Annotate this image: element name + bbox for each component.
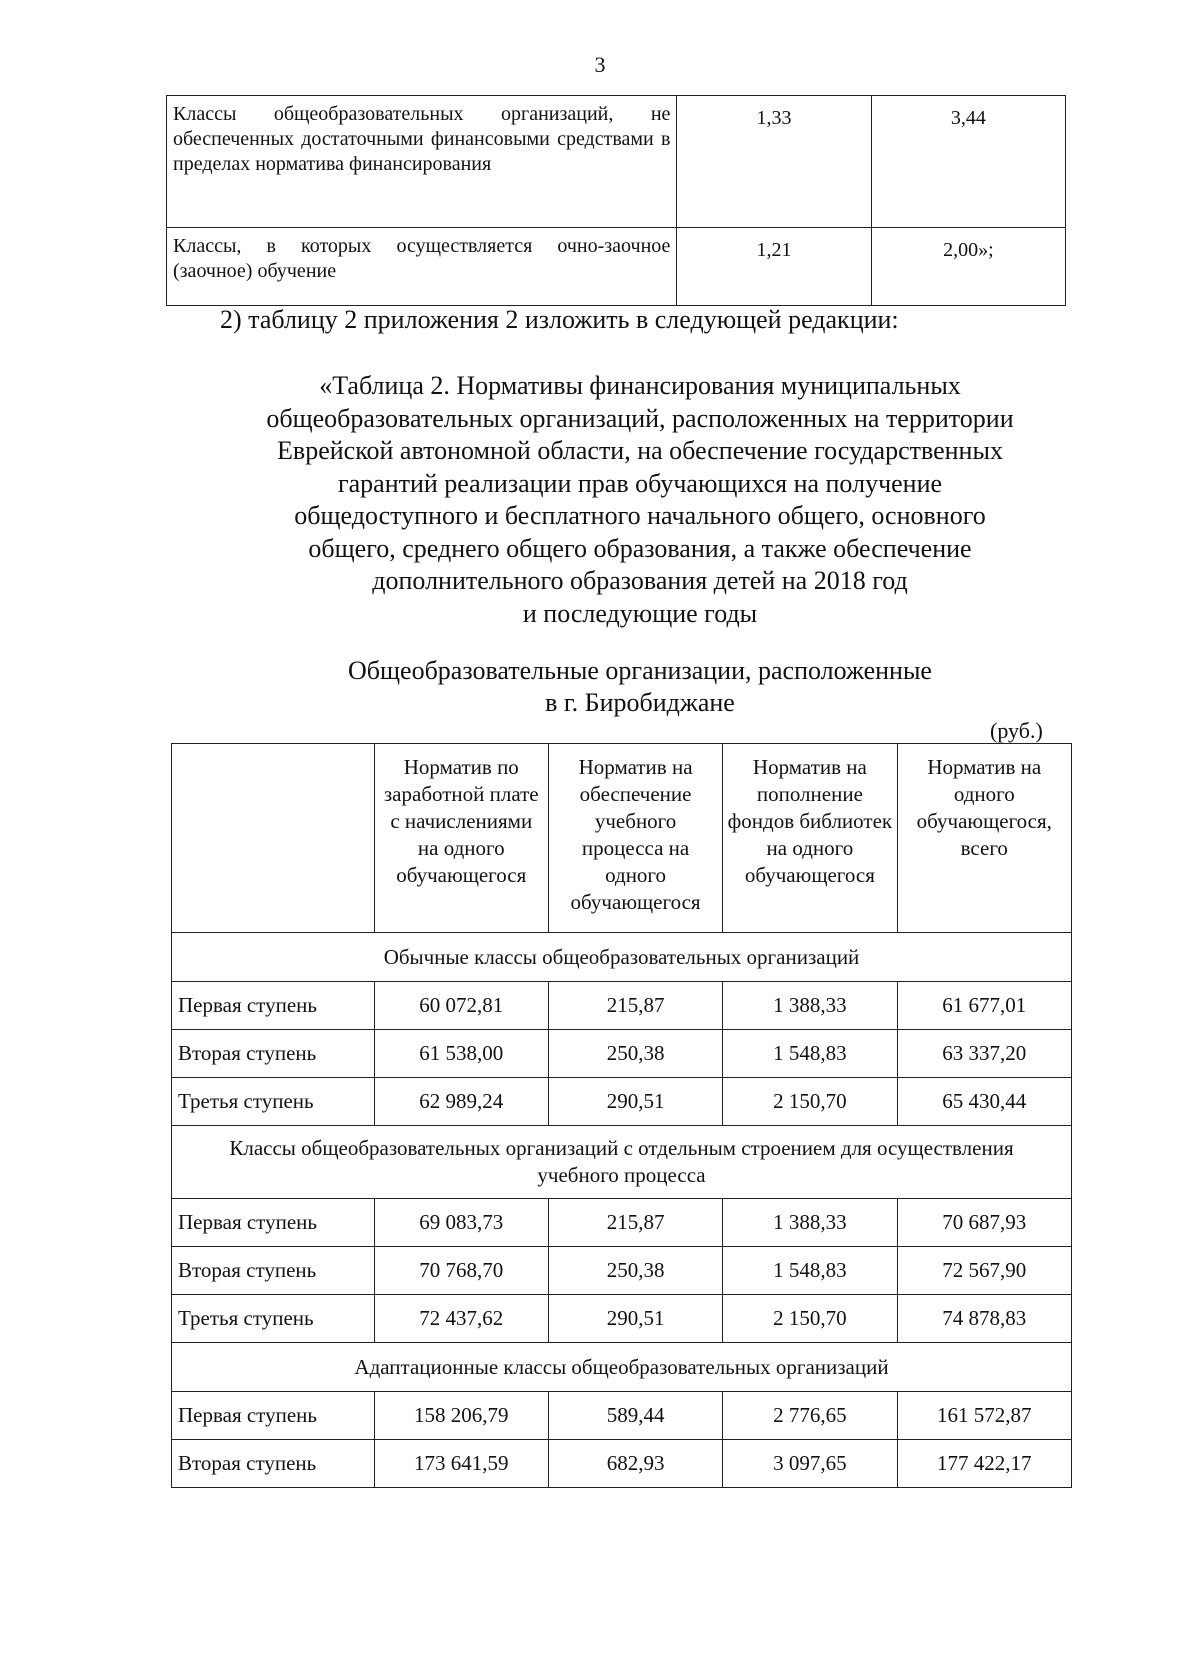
value-cell: 215,87 bbox=[548, 982, 722, 1030]
value-cell: 63 337,20 bbox=[897, 1030, 1071, 1078]
value-cell: 1 548,83 bbox=[723, 1247, 897, 1295]
continuation-table bbox=[166, 95, 1066, 306]
header-row bbox=[172, 744, 1072, 933]
table-row bbox=[172, 1440, 1072, 1488]
row-label: Вторая ступень bbox=[172, 1440, 375, 1488]
value-cell: 177 422,17 bbox=[897, 1440, 1071, 1488]
coefficient-cell: 3,44 bbox=[871, 96, 1065, 228]
title-line: гарантий реализации прав обучающихся на получение bbox=[337, 468, 943, 498]
row-label: Третья ступень bbox=[172, 1295, 375, 1343]
value-cell: 74 878,83 bbox=[897, 1295, 1071, 1343]
coefficient-cell: 1,33 bbox=[677, 96, 871, 228]
title-line: дополнительного образования детей на 2018 год bbox=[372, 566, 908, 595]
title-line: общего, среднего общего образования, а также обеспечение bbox=[308, 533, 972, 563]
section-title: Обычные классы общеобразовательных организаций bbox=[172, 933, 1072, 982]
value-cell: 65 430,44 bbox=[897, 1078, 1071, 1126]
row-label: Первая ступень bbox=[172, 1392, 375, 1440]
table-row bbox=[172, 1078, 1072, 1126]
subheading-line: Общеобразовательные организации, расположенные bbox=[348, 656, 932, 685]
value-cell: 60 072,81 bbox=[374, 982, 548, 1030]
value-cell: 682,93 bbox=[548, 1440, 722, 1488]
subheading-line: в г. Биробиджане bbox=[545, 688, 735, 717]
column-header: Норматив на одного обучающегося, всего bbox=[897, 744, 1071, 933]
corner-header bbox=[172, 744, 375, 933]
value-cell: 3 097,65 bbox=[723, 1440, 897, 1488]
title-line: и последующие годы bbox=[522, 598, 758, 628]
value-cell: 70 768,70 bbox=[374, 1247, 548, 1295]
row-label: Первая ступень bbox=[172, 982, 375, 1030]
amendment-instruction: 2) таблицу 2 приложения 2 изложить в следующей редакции: bbox=[220, 305, 899, 334]
value-cell: 250,38 bbox=[548, 1030, 722, 1078]
table-row bbox=[172, 1030, 1072, 1078]
value-cell: 70 687,93 bbox=[897, 1199, 1071, 1247]
value-cell: 250,38 bbox=[548, 1247, 722, 1295]
column-header: Норматив на пополнение фондов библиотек на одного обучающегося bbox=[723, 744, 897, 933]
table-row bbox=[172, 1392, 1072, 1440]
row-description: Классы, в которых осуществляется очно-заочное (заочное) обучение bbox=[167, 228, 677, 306]
column-header: Норматив по заработной плате с начислениями на одного обучающегося bbox=[374, 744, 548, 933]
row-description: Классы общеобразовательных организаций, не обеспеченных достаточными финансовыми средствами в пределах норматива финансирования bbox=[167, 96, 677, 228]
units-label: (руб.) bbox=[990, 718, 1043, 743]
value-cell: 173 641,59 bbox=[374, 1440, 548, 1488]
value-cell: 62 989,24 bbox=[374, 1078, 548, 1126]
table-row bbox=[172, 1199, 1072, 1247]
page-number: 3 bbox=[594, 52, 606, 77]
title-line: Еврейской автономной области, на обеспечение государственных bbox=[277, 436, 1003, 465]
section-row bbox=[172, 1343, 1072, 1392]
coefficient-cell: 1,21 bbox=[677, 228, 871, 306]
value-cell: 1 388,33 bbox=[723, 982, 897, 1030]
table-title bbox=[210, 370, 1070, 630]
value-cell: 158 206,79 bbox=[374, 1392, 548, 1440]
value-cell: 2 150,70 bbox=[723, 1078, 897, 1126]
table-row bbox=[167, 96, 1066, 228]
value-cell: 215,87 bbox=[548, 1199, 722, 1247]
row-label: Первая ступень bbox=[172, 1199, 375, 1247]
column-header: Норматив на обеспечение учебного процесса на одного обучающегося bbox=[548, 744, 722, 933]
table-subheading bbox=[250, 655, 1030, 719]
table-row bbox=[167, 228, 1066, 306]
section-row bbox=[172, 933, 1072, 982]
row-label: Вторая ступень bbox=[172, 1030, 375, 1078]
value-cell: 61 538,00 bbox=[374, 1030, 548, 1078]
funding-norms-table bbox=[171, 743, 1072, 1488]
value-cell: 2 150,70 bbox=[723, 1295, 897, 1343]
title-line: общедоступного и бесплатного начального общего, основного bbox=[294, 501, 986, 530]
value-cell: 1 388,33 bbox=[723, 1199, 897, 1247]
value-cell: 72 567,90 bbox=[897, 1247, 1071, 1295]
value-cell: 72 437,62 bbox=[374, 1295, 548, 1343]
table-row bbox=[172, 982, 1072, 1030]
title-line: общеобразовательных организаций, расположенных на территории bbox=[266, 403, 1014, 433]
value-cell: 290,51 bbox=[548, 1078, 722, 1126]
title-line: «Таблица 2. Нормативы финансирования муниципальных bbox=[319, 371, 961, 400]
table-row bbox=[172, 1247, 1072, 1295]
value-cell: 1 548,83 bbox=[723, 1030, 897, 1078]
coefficient-cell: 2,00»; bbox=[871, 228, 1065, 306]
value-cell: 69 083,73 bbox=[374, 1199, 548, 1247]
value-cell: 2 776,65 bbox=[723, 1392, 897, 1440]
section-title: Классы общеобразовательных организаций с отдельным строением для осуществления учебного процесса bbox=[172, 1126, 1072, 1199]
value-cell: 61 677,01 bbox=[897, 982, 1071, 1030]
value-cell: 589,44 bbox=[548, 1392, 722, 1440]
value-cell: 161 572,87 bbox=[897, 1392, 1071, 1440]
table-row bbox=[172, 1295, 1072, 1343]
section-row bbox=[172, 1126, 1072, 1199]
value-cell: 290,51 bbox=[548, 1295, 722, 1343]
section-title: Адаптационные классы общеобразовательных организаций bbox=[172, 1343, 1072, 1392]
row-label: Вторая ступень bbox=[172, 1247, 375, 1295]
row-label: Третья ступень bbox=[172, 1078, 375, 1126]
